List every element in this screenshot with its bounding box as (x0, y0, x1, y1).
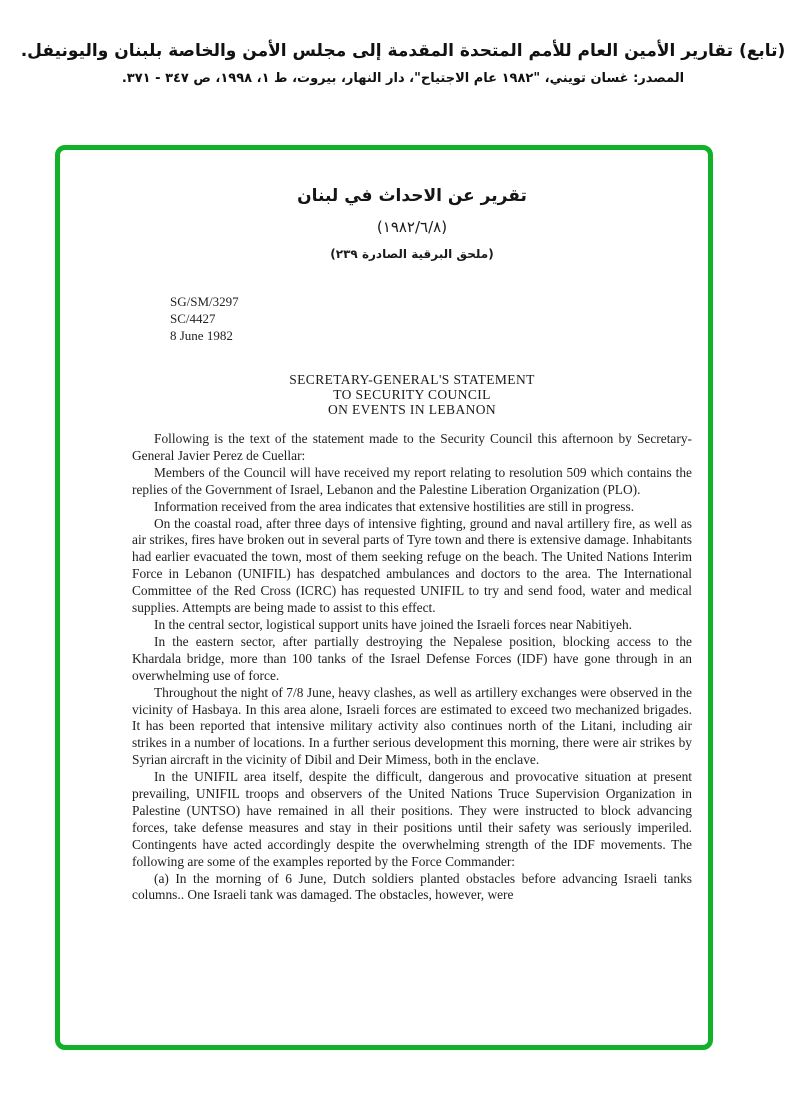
statement-body (132, 431, 692, 904)
paragraph-1: Following is the text of the statement made to the Security Council this afternoon by Secretary-General Javier Perez de Cuellar: (132, 431, 692, 463)
paragraph-6: In the eastern sector, after partially destroying the Nepalese position, blocking access to the Khardala bridge, more than 100 tanks of the Israel Defense Forces (IDF) have gone through in an overwhelming use of force. (132, 633, 692, 683)
source-header (0, 38, 806, 89)
document-title-arabic: تقرير عن الاحداث في لبنان (297, 186, 527, 206)
paragraph-7: Throughout the night of 7/8 June, heavy clashes, as well as artillery exchanges were observed in the vicinity of Hasbaya. In this area alone, Israeli forces are estimated to exceed two mechanized brigades. It has been reported that intensive military activity also continues north of the Litani, including air strikes in a number of locations. In a further serious development this morning, there were air strikes by Syrian aircraft in the vicinity of Dibil and Deir Mimess, both in the enclave. (132, 684, 692, 768)
statement-heading (132, 372, 692, 417)
document-frame (55, 145, 713, 1050)
paragraph-8: In the UNIFIL area itself, despite the difficult, dangerous and provocative situation at present prevailing, UNIFIL troops and observers of the United Nations Truce Supervision Organization in Palestine (UNTSO) have remained in all their positions. They were instructed to block advancing forces, take defense measures and stay in their positions until their safety was seriously imperiled. Contingents have acted accordingly despite the overwhelming strength of the IDF movements. The following are some of the examples reported by the Force Commander: (132, 769, 692, 869)
paragraph-9: (a) In the morning of 6 June, Dutch soldiers planted obstacles before advancing Israeli tanks columns.. One Israeli tank was damaged. The obstacles, however, were (132, 870, 692, 903)
paragraph-3: Information received from the area indicates that extensive hostilities are still in progress. (154, 498, 635, 514)
reference-symbol-sc: SC/4427 (170, 311, 216, 326)
heading-line-1: SECRETARY-GENERAL'S STATEMENT (289, 372, 535, 387)
document-subtitle-arabic: (ملحق البرقية الصادرة ٢٣٩) (330, 247, 494, 261)
reference-date: 8 June 1982 (170, 328, 233, 343)
paragraph-5: In the central sector, logistical support units have joined the Israeli forces near Nabitiyeh. (154, 616, 633, 632)
header-source-citation-arabic: المصدر: غسان تويني، "١٩٨٢ عام الاجتياح"، دار النهار، بيروت، ط ١، ١٩٩٨، ص ٣٤٧ - ٣٧١. (121, 71, 685, 86)
heading-line-2: TO SECURITY COUNCIL (333, 387, 491, 402)
document-content (132, 150, 692, 904)
reference-block (170, 293, 692, 344)
reference-symbol-sgsm: SG/SM/3297 (170, 294, 239, 309)
heading-line-3: ON EVENTS IN LEBANON (327, 402, 497, 417)
paragraph-4: On the coastal road, after three days of intensive fighting, ground and naval artillery fire, as well as air strikes, fires have broken out in several parts of Tyre town and there is extensive damage. Inhabitants had earlier evacuated the town, most of them seeking refuge on the beach. The United Nations Interim Force in Lebanon (UNIFIL) has despatched ambulances and doctors to the area. The International Committee of the Red Cross (ICRC) has requested UNIFIL to try and send food, water and medical supplies. Attempts are being made to assist to this effect. (132, 515, 692, 616)
document-date-arabic: (١٩٨٢/٦/٨) (376, 218, 448, 236)
paragraph-2: Members of the Council will have received my report relating to resolution 509 which contains the replies of the Government of Israel, Lebanon and the Palestine Liberation Organization (PLO). (132, 464, 692, 497)
header-title-arabic: (تابع) تقارير الأمين العام للأمم المتحدة المقدمة إلى مجلس الأمن والخاصة بلبنان واليونيفل. (20, 41, 786, 61)
